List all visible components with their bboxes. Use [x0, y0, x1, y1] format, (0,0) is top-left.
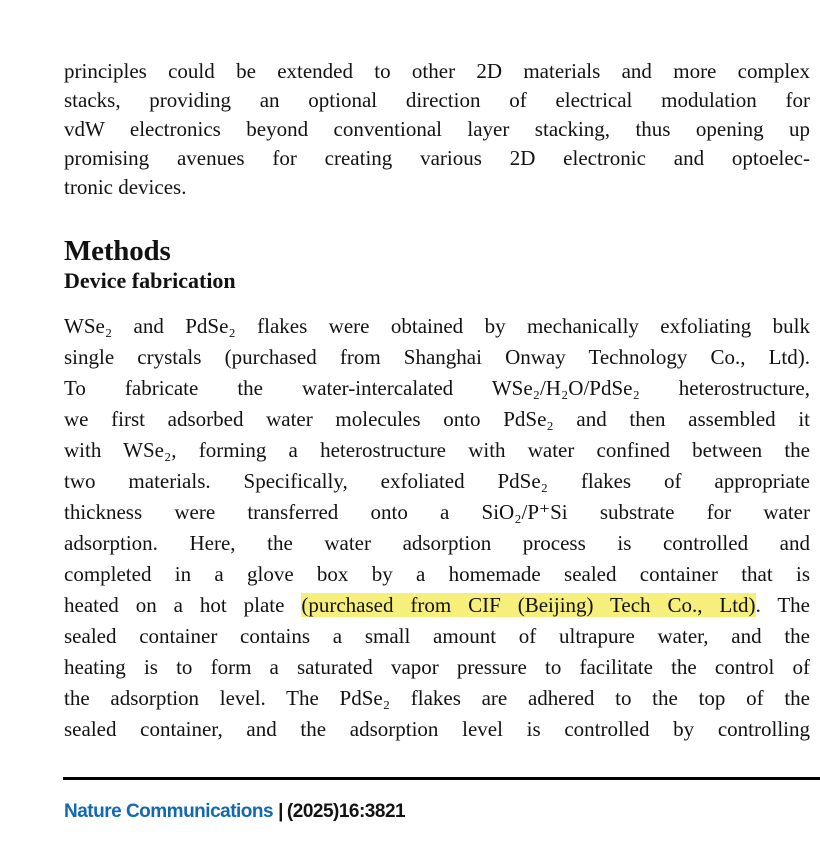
text-segment: we first adsorbed water molecules onto PdSe₂ and then assembled it: [64, 407, 810, 431]
text-segment: WSe₂ and PdSe₂ flakes were obtained by mechanically exfoliating bulk: [64, 314, 810, 338]
text-line: [64, 115, 810, 144]
text-segment: vdW electronics beyond conventional layer stacking, thus opening up: [64, 117, 810, 141]
text-segment: adsorption. Here, the water adsorption process is controlled and: [64, 531, 810, 555]
footer-separator: |: [278, 801, 283, 822]
text-line: [64, 311, 810, 342]
text-segment: To fabricate the water-intercalated WSe₂/H₂O/PdSe₂ heterostructure,: [64, 376, 810, 400]
text-line: [64, 714, 810, 745]
highlighted-text: (purchased from CIF (Beijing) Tech Co., Ltd): [301, 593, 756, 617]
text-segment: tronic devices.: [64, 175, 187, 199]
text-line: [64, 373, 810, 404]
text-segment: heated on a hot plate: [64, 593, 302, 617]
journal-link[interactable]: Nature Communications: [64, 801, 274, 822]
text-line: [64, 144, 810, 173]
text-segment: the adsorption level. The PdSe₂ flakes are adhered to the top of the: [64, 686, 810, 710]
page-footer: [64, 801, 405, 823]
text-segment: principles could be extended to other 2D materials and more complex: [64, 59, 810, 83]
text-line: [64, 435, 810, 466]
text-line: [64, 466, 810, 497]
text-line: [64, 404, 810, 435]
text-segment: sealed container, and the adsorption level is controlled by controlling: [64, 717, 810, 741]
text-line: [64, 173, 810, 202]
text-segment: completed in a glove box by a homemade sealed container that is: [64, 562, 810, 586]
text-line: [64, 86, 810, 115]
text-segment: with WSe₂, forming a heterostructure with water confined between the: [64, 438, 810, 462]
device-fabrication-paragraph: [64, 311, 810, 745]
text-line: [64, 683, 810, 714]
text-segment: heating is to form a saturated vapor pressure to facilitate the control of: [64, 655, 810, 679]
text-segment: stacks, providing an optional direction of electrical modulation for: [64, 88, 810, 112]
footer-rule: [63, 777, 820, 780]
citation: (2025)16:3821: [286, 801, 406, 822]
text-line: [64, 57, 810, 86]
text-line: [64, 497, 810, 528]
text-segment: two materials. Specifically, exfoliated PdSe₂ flakes of appropriate: [64, 469, 810, 493]
text-line: [64, 621, 810, 652]
text-line: [64, 342, 810, 373]
device-fabrication-heading: Device fabrication: [64, 268, 236, 293]
text-segment: thickness were transferred onto a SiO₂/P⁺Si substrate for water: [64, 500, 810, 524]
methods-heading: Methods: [64, 235, 171, 267]
text-line: [64, 559, 810, 590]
text-line: [64, 652, 810, 683]
text-line: [64, 590, 810, 621]
text-segment: single crystals (purchased from Shanghai Onway Technology Co., Ltd).: [64, 345, 810, 369]
text-line: [64, 528, 810, 559]
text-segment: promising avenues for creating various 2D electronic and optoelec-: [64, 146, 810, 170]
text-segment: sealed container contains a small amount of ultrapure water, and the: [64, 624, 810, 648]
intro-paragraph: [64, 57, 810, 202]
text-segment: . The: [755, 593, 810, 617]
